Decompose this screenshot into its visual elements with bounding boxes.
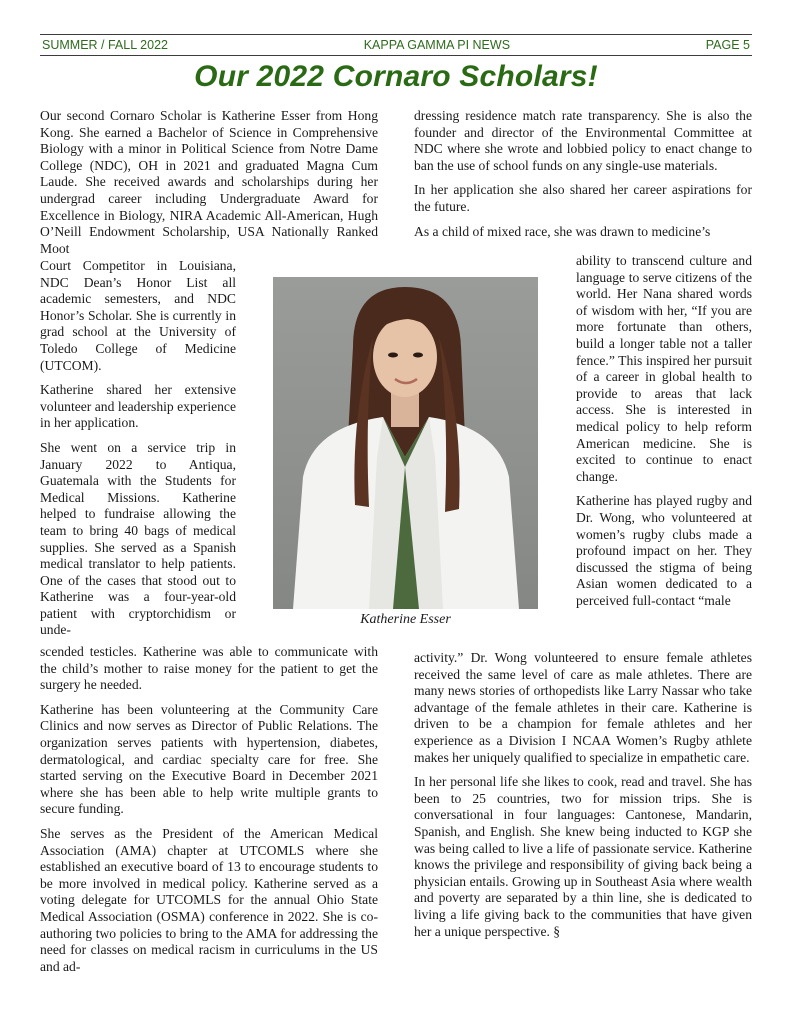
scholar-photo bbox=[273, 277, 538, 609]
paragraph: Our second Cornaro Scholar is Katherine Esser from Hong Kong. She earned a Bachelor of Science in Comprehensive Biology with a minor in Political Science from Notre Dame College (NDC), OH in 2021 and graduated Magna Cum Laude. She received awards and scholarships during her undergrad career including Undergraduate Award for Excellence in Biology, NIRA Academic All-American, Hugh O’Neill Endowment Scholarship, USA Nationally Ranked Moot bbox=[40, 108, 378, 256]
left-column-top bbox=[40, 108, 378, 265]
paragraph: Court Competitor in Louisiana, NDC Dean’s Honor List all academic semesters, and NDC Honor’s Scholar. She is currently in grad school at the University of Toledo College of Medicine (UTCOM). bbox=[40, 258, 236, 373]
paragraph: She serves as the President of the American Medical Association (AMA) chapter at UTCOMLS where she established an executive board of 13 to encourage students to be more involved in medical policy. Katherine served as a voting delegate for UTCOMLS for the annual Ohio State Medical Association (OSMA) conference in 2022. She is co-authoring two policies to bring to the AMA for addressing the need for classes on medical racism in curriculums in the US and ad- bbox=[40, 825, 378, 974]
newsletter-name: KAPPA GAMMA PI NEWS bbox=[363, 38, 511, 52]
paragraph: dressing residence match rate transparency. She is also the founder and director of the Environmental Committee at NDC where she wrote and lobbied policy to enact change to ban the use of school funds on any single-use materials. bbox=[414, 108, 752, 173]
left-column-wrap bbox=[40, 258, 236, 647]
paragraph: She went on a service trip in January 2022 to Antiqua, Guatemala with the Students for Medical Missions. Katherine helped to fundraise allowing the team to bring 40 bags of medical supplies. She served as a Spanish medical translator to help patients. One of the cases that stood out to Katherine was a four-year-old patient with cryptorchidism or unde- bbox=[40, 439, 236, 638]
paragraph: ability to transcend culture and language to serve citizens of the world. Her Nana shared words of wisdom with her, “If you are more fortunate than others, build a longer table not a taller fence.” This inspired her pursuit of a career in global health to provide to areas that lack access. She is interested in medical policy to help reform American medicine. She is excited to continue to enact change. bbox=[576, 253, 752, 484]
page-header bbox=[40, 34, 752, 56]
paragraph: Katherine has been volunteering at the Community Care Clinics and now serves as Director of Public Relations. The organization serves patients with hypertension, diabetes, dermatological, and cardiac specialty care for free. She started serving on the Executive Board in December 2021 where she has been able to help write multiple grants to secure funding. bbox=[40, 701, 378, 817]
paragraph: In her application she also shared her career aspirations for the future. bbox=[414, 182, 752, 214]
paragraph: In her personal life she likes to cook, read and travel. She has been to 25 countries, two for mission trips. She is conversational in four languages: Cantonese, Mandarin, Spanish, and English. She knew being inducted to KGP she was being called to live a life of passionate service. Katherine knows the privilege and responsibility of giving back being a physician entails. Growing up in Southeast Asia where wealth and poverty are separated by a thin line, she is dedicated to living a life giving back to the communities that have given her a unique perspective. § bbox=[414, 774, 752, 939]
left-column-bottom bbox=[40, 644, 378, 983]
paragraph: activity.” Dr. Wong volunteered to ensure female athletes received the same level of care as male athletes. There are many news stories of orthopedists like Larry Nassar who take advantage of the female athletes in their care. Katherine is driven to be a champion for female athletes and her experience as a Division I NCAA Women’s Rugby athlete makes her uniquely qualified to specialize in empathetic care. bbox=[414, 650, 752, 765]
photo-caption: Katherine Esser bbox=[360, 612, 451, 627]
paragraph: Katherine has played rugby and Dr. Wong, who volunteered at women’s rugby clubs made a profound impact on her. They discussed the stigma of being Asian women dedicated to a perceived full-contact “male bbox=[576, 493, 752, 608]
page-number: PAGE 5 bbox=[705, 38, 750, 52]
right-column-wrap bbox=[576, 253, 752, 617]
paragraph: scended testicles. Katherine was able to communicate with the child’s mother to raise money for the patient to get the surgery he needed. bbox=[40, 644, 378, 693]
paragraph: Katherine shared her extensive volunteer and leadership experience in her application. bbox=[40, 382, 236, 431]
portrait-illustration bbox=[273, 277, 538, 609]
article-title: Our 2022 Cornaro Scholars! bbox=[194, 60, 598, 93]
right-column-top bbox=[414, 108, 752, 248]
paragraph: As a child of mixed race, she was drawn to medicine’s bbox=[414, 223, 711, 239]
right-column-bottom bbox=[414, 650, 752, 948]
issue-date: SUMMER / FALL 2022 bbox=[42, 38, 168, 52]
